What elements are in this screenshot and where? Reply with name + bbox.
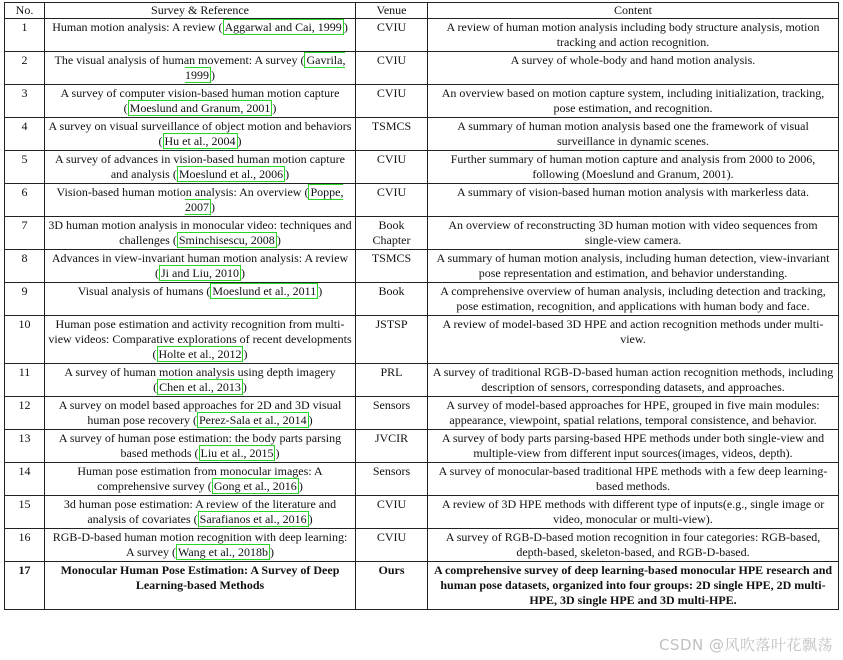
header-no: No.: [5, 3, 45, 19]
survey-title: A survey on model based approaches for 2D and 3D visual human pose recovery (: [58, 398, 342, 427]
survey-title: Human pose estimation from monocular images: A comprehensive survey (: [77, 464, 323, 493]
content-cell: Further summary of human motion capture and analysis from 2000 to 2006, following (Moeslund and Granum, 2001).: [428, 151, 839, 184]
closing-paren: ): [270, 545, 274, 559]
survey-reference-cell: [45, 217, 356, 250]
citation-link[interactable]: Sminchisescu, 2008: [178, 233, 275, 247]
table-row: [5, 19, 839, 52]
survey-title: Human pose estimation and activity recognition from multi-view videos: Comparative explorations of recent developments (: [48, 317, 352, 361]
content-cell: A survey of body parts parsing-based HPE methods under both single-view and multiple-view from different input sources(images, videos, depth).: [428, 430, 839, 463]
table-row: [5, 217, 839, 250]
content-cell: A comprehensive survey of deep learning-based monocular HPE research and human pose datasets, organized into four groups: 2D single HPE, 2D multi-HPE, 3D single HPE and 3D multi-HPE.: [428, 562, 839, 610]
table-row: [5, 316, 839, 364]
header-content: Content: [428, 3, 839, 19]
content-cell: An overview based on motion capture system, including initialization, tracking, pose estimation, and recognition.: [428, 85, 839, 118]
content-cell: A summary of vision-based human motion analysis with markerless data.: [428, 184, 839, 217]
table-body: [5, 19, 839, 610]
venue-cell: CVIU: [356, 19, 428, 52]
table-row: [5, 430, 839, 463]
content-cell: A summary of human motion analysis based one the framework of visual surveillance in dynamic scenes.: [428, 118, 839, 151]
venue-cell: JSTSP: [356, 316, 428, 364]
survey-reference-cell: [45, 118, 356, 151]
row-number: 14: [5, 463, 45, 496]
citation-link[interactable]: Gavrila, 1999: [185, 53, 346, 82]
header-venue: Venue: [356, 3, 428, 19]
survey-title: A survey on visual surveillance of object motion and behaviors (: [48, 119, 352, 148]
survey-title: RGB-D-based human motion recognition with deep learning: A survey (: [52, 530, 348, 559]
content-cell: A review of 3D HPE methods with different type of inputs(e.g., single image or video, monocular or multi-view).: [428, 496, 839, 529]
closing-paren: ): [318, 284, 323, 298]
survey-title: Vision-based human motion analysis: An overview (: [56, 185, 309, 199]
survey-title: 3d human pose estimation: A review of the literature and analysis of covariates (: [63, 497, 337, 526]
survey-reference-cell: [45, 430, 356, 463]
content-cell: A review of model-based 3D HPE and action recognition methods under multi-view.: [428, 316, 839, 364]
citation-link[interactable]: Aggarwal and Cai, 1999: [224, 20, 342, 34]
content-cell: A survey of model-based approaches for HPE, grouped in five main modules: appearance, viewpoint, spatial relations, temporal consistence, and behavior.: [428, 397, 839, 430]
content-cell: A survey of monocular-based traditional HPE methods with a few deep learning-based methods.: [428, 463, 839, 496]
citation-link[interactable]: Moeslund and Granum, 2001: [129, 101, 271, 115]
venue-cell: CVIU: [356, 496, 428, 529]
survey-title: Visual analysis of humans (: [77, 284, 211, 298]
citation-link[interactable]: Liu et al., 2015: [200, 446, 274, 460]
citation-link[interactable]: Hu et al., 2004: [164, 134, 236, 148]
closing-paren: ): [308, 413, 313, 427]
survey-title: A survey of advances in vision-based human motion capture and analysis (: [55, 152, 345, 181]
closing-paren: ): [241, 266, 245, 280]
venue-cell: Book Chapter: [356, 217, 428, 250]
row-number: 6: [5, 184, 45, 217]
survey-table: [4, 2, 839, 610]
row-number: 11: [5, 364, 45, 397]
survey-reference-cell: [45, 283, 356, 316]
survey-reference-cell: [45, 562, 356, 610]
survey-title: 3D human motion analysis in monocular video: techniques and challenges (: [48, 218, 352, 247]
survey-title: A survey of human pose estimation: the body parts parsing based methods (: [58, 431, 342, 460]
closing-paren: ): [272, 101, 277, 115]
closing-paren: ): [343, 20, 348, 34]
citation-link[interactable]: Poppe, 2007: [185, 185, 344, 214]
table-row: [5, 85, 839, 118]
content-cell: A review of human motion analysis including body structure analysis, motion tracking and action recognition.: [428, 19, 839, 52]
header-survey-reference: Survey & Reference: [45, 3, 356, 19]
survey-title: A survey of computer vision-based human motion capture (: [60, 86, 340, 115]
citation-link[interactable]: Wang et al., 2018b: [177, 545, 268, 559]
venue-cell: CVIU: [356, 529, 428, 562]
row-number: 3: [5, 85, 45, 118]
row-number: 8: [5, 250, 45, 283]
survey-title: Human motion analysis: A review (: [52, 20, 223, 34]
row-number: 9: [5, 283, 45, 316]
table-row: [5, 562, 839, 610]
survey-title: A survey of human motion analysis using depth imagery (: [64, 365, 336, 394]
venue-cell: TSMCS: [356, 118, 428, 151]
survey-reference-cell: [45, 52, 356, 85]
closing-paren: ): [237, 134, 242, 148]
venue-cell: CVIU: [356, 151, 428, 184]
citation-link[interactable]: Moeslund et al., 2006: [178, 167, 284, 181]
venue-cell: PRL: [356, 364, 428, 397]
row-number: 10: [5, 316, 45, 364]
venue-cell: CVIU: [356, 52, 428, 85]
row-number: 12: [5, 397, 45, 430]
table-row: [5, 184, 839, 217]
citation-link[interactable]: Ji and Liu, 2010: [161, 266, 239, 280]
row-number: 4: [5, 118, 45, 151]
survey-reference-cell: [45, 151, 356, 184]
citation-link[interactable]: Sarafianos et al., 2016: [199, 512, 307, 526]
citation-link[interactable]: Moeslund et al., 2011: [212, 284, 317, 298]
closing-paren: ): [243, 347, 248, 361]
survey-reference-cell: [45, 397, 356, 430]
content-cell: A survey of RGB-D-based motion recognition in four categories: RGB-based, depth-based, skeleton-based, and RGB-D-based.: [428, 529, 839, 562]
venue-cell: Ours: [356, 562, 428, 610]
survey-title: The visual analysis of human movement: A survey (: [54, 53, 305, 67]
table-row: [5, 52, 839, 85]
row-number: 7: [5, 217, 45, 250]
survey-reference-cell: [45, 19, 356, 52]
content-cell: A summary of human motion analysis, including human detection, view-invariant pose representation and estimation, and behavior understanding.: [428, 250, 839, 283]
venue-cell: CVIU: [356, 184, 428, 217]
survey-reference-cell: [45, 316, 356, 364]
closing-paren: ): [298, 479, 303, 493]
venue-cell: JVCIR: [356, 430, 428, 463]
venue-cell: Sensors: [356, 463, 428, 496]
venue-cell: Book: [356, 283, 428, 316]
table-row: [5, 463, 839, 496]
content-cell: A comprehensive overview of human analysis, including detection and tracking, pose estimation, recognition, and applications with human body and face.: [428, 283, 839, 316]
closing-paren: ): [276, 233, 281, 247]
venue-cell: TSMCS: [356, 250, 428, 283]
content-cell: An overview of reconstructing 3D human motion with video sequences from single-view camera.: [428, 217, 839, 250]
watermark: CSDN @风吹落叶花飘荡: [658, 636, 833, 654]
table-row: [5, 397, 839, 430]
survey-reference-cell: [45, 184, 356, 217]
table-row: [5, 496, 839, 529]
row-number: 15: [5, 496, 45, 529]
survey-reference-cell: [45, 250, 356, 283]
survey-reference-cell: [45, 463, 356, 496]
content-cell: A survey of whole-body and hand motion analysis.: [428, 52, 839, 85]
row-number: 13: [5, 430, 45, 463]
table-row: [5, 151, 839, 184]
survey-reference-cell: [45, 364, 356, 397]
closing-paren: ): [211, 68, 215, 82]
citation-link[interactable]: Holte et al., 2012: [158, 347, 242, 361]
table-row: [5, 364, 839, 397]
citation-link[interactable]: Perez-Sala et al., 2014: [199, 413, 307, 427]
survey-reference-cell: [45, 496, 356, 529]
row-number: 16: [5, 529, 45, 562]
table-row: [5, 529, 839, 562]
row-number: 5: [5, 151, 45, 184]
row-number: 1: [5, 19, 45, 52]
venue-cell: CVIU: [356, 85, 428, 118]
table-row: [5, 250, 839, 283]
table-row: [5, 283, 839, 316]
header-row: [5, 3, 839, 19]
citation-link[interactable]: Chen et al., 2013: [159, 380, 241, 394]
row-number: 2: [5, 52, 45, 85]
closing-paren: ): [242, 380, 247, 394]
citation-link[interactable]: Gong et al., 2016: [213, 479, 297, 493]
content-cell: A survey of traditional RGB-D-based human action recognition methods, including description of sensors, corresponding datasets, and approaches.: [428, 364, 839, 397]
table-row: [5, 118, 839, 151]
survey-title: Monocular Human Pose Estimation: A Survey of Deep Learning-based Methods: [60, 563, 340, 592]
closing-paren: ): [285, 167, 290, 181]
survey-reference-cell: [45, 85, 356, 118]
survey-reference-cell: [45, 529, 356, 562]
survey-title: Advances in view-invariant human motion analysis: A review (: [51, 251, 349, 280]
closing-paren: ): [308, 512, 313, 526]
row-number: 17: [5, 562, 45, 610]
venue-cell: Sensors: [356, 397, 428, 430]
closing-paren: ): [275, 446, 280, 460]
closing-paren: ): [211, 200, 215, 214]
